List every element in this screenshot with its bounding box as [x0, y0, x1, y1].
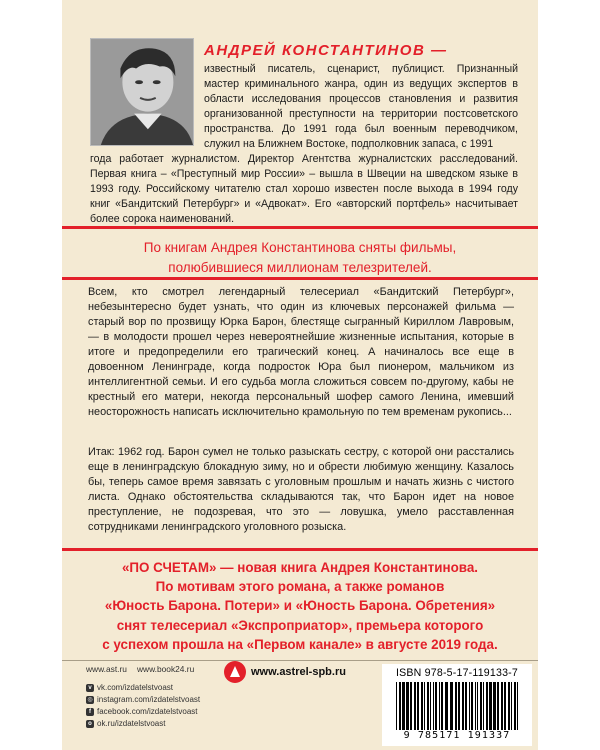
ok-icon: o	[86, 720, 94, 728]
barcode-bar	[462, 682, 464, 730]
barcode-bar	[450, 682, 453, 730]
barcode-bar	[469, 682, 470, 730]
barcode-bar	[417, 682, 419, 730]
barcode-bar	[483, 682, 484, 730]
barcode-bar	[441, 682, 443, 730]
author-name: АНДРЕЙ КОНСТАНТИНОВ —	[204, 42, 448, 59]
announcement-line-2: По мотивам этого романа, а также романов	[155, 579, 445, 595]
author-bio-first: известный писатель, сценарист, публицист. Признанный мастер криминального жанра, один из ведущих экспертов в области исследования процессов становления и развития организованной преступности на территории постсоветского пространства. До 1991 года был военным переводчиком, служил на Ближнем Востоке, подполковник запаса, с 1991	[204, 63, 518, 150]
facebook-icon: f	[86, 708, 94, 716]
barcode-bar	[486, 682, 488, 730]
red-divider-middle	[62, 277, 538, 280]
social-text-ok: ok.ru/izdatelstvoast	[97, 719, 166, 728]
barcode-bar	[471, 682, 473, 730]
barcode-bar	[414, 682, 416, 730]
barcode-bar	[433, 682, 434, 730]
description-paragraph-2: Итак: 1962 год. Барон сумел не только разыскать сестру, с которой они расстались еще в ленинградскую блокадную зиму, но и обрести любимую женщину. Казалось бы, теперь самое время завязать с уголовным прошлым и начать жизнь с чистого листа. Однако обстоятельства складываются так, что Барон идет на новое преступление, не подозревая, что это — ловушка, умело расставленная сотрудниками ленинградского уголовного розыска.	[88, 446, 514, 533]
films-line-1: По книгам Андрея Константинова сняты фильмы,	[143, 240, 457, 255]
author-bio-rest: года работает журналистом. Директор Агентства журналистских расследований. Первая книга – «Преступный мир России» – вышла в Швеции на шведском языке в 1993 году. Российскому читателю стал хорошо известен после выхода в 1994 году книг «Бандитский Петербург» и «Адвокат». Его «авторский портфель» насчитывает более сорока наименований.	[90, 153, 518, 225]
barcode-bar	[514, 682, 516, 730]
publisher-logo-icon	[224, 661, 246, 683]
publisher-site: www.astrel-spb.ru	[251, 666, 346, 678]
social-links	[86, 682, 200, 730]
barcode-bar	[501, 682, 503, 730]
red-divider-bottom	[62, 548, 538, 551]
barcode-bar	[465, 682, 467, 730]
barcode-bar	[410, 682, 412, 730]
social-text-vk: vk.com/izdatelstvoast	[97, 683, 174, 692]
social-text-facebook: facebook.com/izdatelstvoast	[97, 707, 198, 716]
barcode-bar	[399, 682, 401, 730]
announcement-line-4: снят телесериал «Экспроприатор», премьера которого	[116, 617, 484, 633]
barcode-bar	[493, 682, 496, 730]
announcement-line-1: «ПО СЧЕТАМ» — новая книга Андрея Константинова.	[121, 560, 479, 575]
announcement-line-5: с успехом прошла на «Первом канале» в августе 2019 года.	[102, 636, 498, 652]
barcode-block	[382, 664, 532, 746]
barcode-icon	[394, 682, 522, 730]
films-statement	[82, 238, 518, 278]
barcode-bar	[455, 682, 457, 730]
book-back-cover	[62, 0, 538, 750]
red-divider-top	[62, 226, 538, 229]
barcode-bar	[445, 682, 448, 730]
barcode-bar	[497, 682, 499, 730]
instagram-icon: ◎	[87, 697, 93, 703]
barcode-bar	[424, 682, 425, 730]
barcode-bar	[489, 682, 492, 730]
social-row-ok	[86, 718, 200, 730]
site-link-book24: www.book24.ru	[136, 664, 195, 674]
barcode-bar	[504, 682, 506, 730]
barcode-bar	[435, 682, 437, 730]
social-text-instagram: instagram.com/izdatelstvoast	[97, 695, 201, 704]
publisher-block	[224, 661, 346, 683]
barcode-bar	[439, 682, 440, 730]
barcode-bar	[427, 682, 429, 730]
new-book-announcement	[76, 558, 524, 654]
barcode-bar	[517, 682, 518, 730]
films-line-2: полюбившиеся миллионам телезрителей.	[168, 260, 432, 275]
vk-icon: v	[86, 684, 94, 692]
isbn-number: ISBN 978-5-17-119133-7	[396, 667, 518, 679]
barcode-bar	[406, 682, 409, 730]
barcode-bar	[402, 682, 405, 730]
barcode-bar	[396, 682, 397, 730]
publisher-sites	[86, 664, 194, 674]
barcode-bar	[475, 682, 476, 730]
barcode-digits: 9 785171 191337	[403, 730, 511, 741]
barcode-bar	[477, 682, 478, 730]
barcode-bar	[480, 682, 482, 730]
announcement-line-3: «Юность Барона. Потери» и «Юность Барона. Обретения»	[104, 598, 496, 614]
barcode-bar	[458, 682, 460, 730]
social-row-facebook	[86, 706, 200, 718]
author-bio	[90, 62, 518, 227]
barcode-bar	[511, 682, 512, 730]
site-link-ast: www.ast.ru	[86, 664, 127, 674]
description-paragraph-1: Всем, кто смотрел легендарный телесериал «Бандитский Петербург», небезынтересно будет узнать, что один из ключевых персонажей фильма — старый вор по прозвищу Юрка Барон, блестяще сыгранный Кириллом Лавровым, — в молодости прошел через невероятнейшие жизненные испытания, которые в итоге и предопределили его трагический конец. А начиналось все еще в довоенном Ленинграде, когда подросток Юра был пионером, мальчиком из интеллигентной семьи. И его судьба могла сложиться совсем по-другому, кабы не крестный его матери, некогда персональный шофер самого Ленина, имевший неосторожность написать исключительно крамольную по тем временам рукопись...	[88, 286, 514, 418]
barcode-bar	[421, 682, 423, 730]
barcode-bar	[430, 682, 431, 730]
social-row-instagram	[86, 694, 200, 706]
social-row-vk	[86, 682, 200, 694]
barcode-bar	[508, 682, 510, 730]
